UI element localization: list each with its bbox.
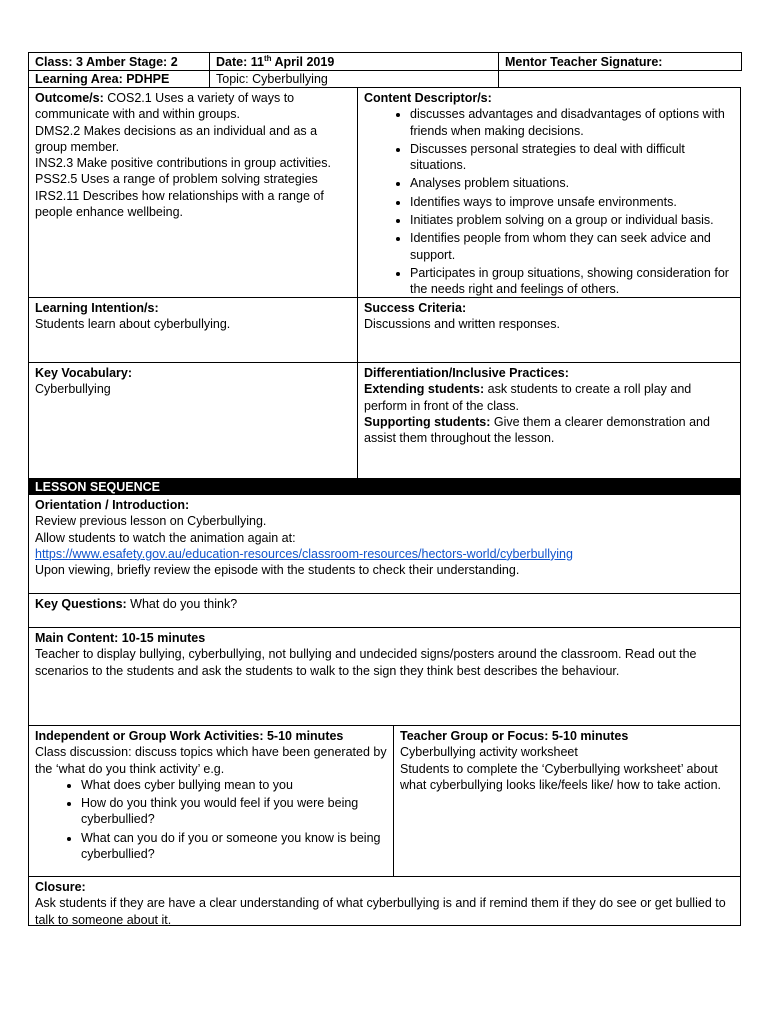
lesson-sequence-title: LESSON SEQUENCE xyxy=(35,480,161,494)
content-descriptor-item: • Identifies ways to improve unsafe environments. xyxy=(410,194,734,210)
teacher-group-line-1: Cyberbullying activity worksheet xyxy=(400,745,578,760)
esafety-link[interactable]: https://www.esafety.gov.au/education-resources/classroom-resources/hectors-world/cyberbullying xyxy=(35,546,573,561)
content-descriptors-list xyxy=(364,106,734,297)
orientation-line-1: Review previous lesson on Cyberbullying. xyxy=(35,514,267,529)
key-questions-label: Key Questions: xyxy=(35,597,127,611)
closure-cell xyxy=(28,876,741,926)
class-stage: Class: 3 Amber Stage: 2 xyxy=(35,55,178,69)
outcomes-label: Outcome/s: xyxy=(35,91,104,105)
content-descriptor-item: • Identifies people from whom they can seek advice and support. xyxy=(410,230,734,263)
independent-work-cell xyxy=(28,725,394,877)
learning-area: Learning Area: PDHPE xyxy=(35,72,170,86)
independent-work-text: Class discussion: discuss topics which have been generated by the ‘what do you think activity’ e.g. xyxy=(35,745,387,776)
discussion-question: • How do you think you would feel if you were being cyberbullied? xyxy=(81,795,387,828)
extending-students: Extending students: ask students to create a roll play and perform in front of the class. xyxy=(364,382,692,413)
outcome-line: PSS2.5 Uses a range of problem solving strategies xyxy=(35,172,318,187)
teacher-group-label: Teacher Group or Focus: 5-10 minutes xyxy=(400,729,629,743)
key-questions-text: What do you think? xyxy=(126,597,238,611)
success-criteria-text: Discussions and written responses. xyxy=(364,317,560,332)
mentor-signature-cell xyxy=(498,52,742,71)
closure-label: Closure: xyxy=(35,880,86,894)
supporting-students: Supporting students: Give them a clearer demonstration and assist them throughout the lesson. xyxy=(364,414,710,446)
discussion-question: • What does cyber bullying mean to you xyxy=(81,777,387,793)
content-descriptor-item: • discusses advantages and disadvantages of options with friends when making decisions. xyxy=(410,106,734,139)
content-descriptors-label: Content Descriptor/s: xyxy=(364,91,492,105)
closure-text: Ask students if they are have a clear understanding of what cyberbullying is and if remind them if they do see or get bullied to talk to someone about it. xyxy=(35,896,726,927)
key-questions-cell xyxy=(28,593,741,628)
discussion-question: • What can you do if you or someone you know is being cyberbullied? xyxy=(81,830,387,863)
outcome-line: IRS2.11 Describes how relationships with a range of people enhance wellbeing. xyxy=(35,188,324,220)
success-criteria-cell xyxy=(357,297,741,363)
main-content-text: Teacher to display bullying, cyberbullying, not bullying and undecided signs/posters around the classroom. Read out the scenarios to the students and ask the students to walk to the sign they think best describes the behaviour. xyxy=(35,647,697,678)
main-content-cell xyxy=(28,627,741,726)
date-sup: th xyxy=(263,53,272,63)
outcomes-cell xyxy=(28,87,358,298)
content-descriptor-item: • Discusses personal strategies to deal with difficult situations. xyxy=(410,141,734,174)
independent-work-label: Independent or Group Work Activities: 5-10 minutes xyxy=(35,729,344,743)
content-descriptor-item: • Initiates problem solving on a group or individual basis. xyxy=(410,212,734,228)
main-content-label: Main Content: 10-15 minutes xyxy=(35,631,206,645)
date-suffix: April 2019 xyxy=(271,55,335,69)
orientation-line-3: Upon viewing, briefly review the episode with the students to check their understanding. xyxy=(35,563,520,578)
teacher-group-cell xyxy=(393,725,741,877)
content-descriptors-cell xyxy=(357,87,741,298)
key-vocabulary-label: Key Vocabulary: xyxy=(35,366,133,380)
differentiation-cell xyxy=(357,362,741,479)
learning-intention-cell xyxy=(28,297,358,363)
content-descriptor-item: • Participates in group situations, showing consideration for the needs right and feelings of others. xyxy=(410,265,734,298)
outcomes-first: COS2.1 Uses a variety of ways to communicate with and within groups. xyxy=(35,91,295,122)
content-descriptor-item: • Analyses problem situations. xyxy=(410,175,734,191)
key-vocabulary-cell xyxy=(28,362,358,479)
lesson-sequence-header xyxy=(28,478,741,495)
learning-intention-label: Learning Intention/s: xyxy=(35,301,159,315)
learning-intention-text: Students learn about cyberbullying. xyxy=(35,317,231,332)
outcome-line: DMS2.2 Makes decisions as an individual and as a group member. xyxy=(35,123,318,154)
teacher-group-line-2: Students to complete the ‘Cyberbullying worksheet’ about what cyberbullying looks like/feels like/ how to take action. xyxy=(400,761,721,792)
independent-work-list xyxy=(35,777,387,862)
mentor-signature-label: Mentor Teacher Signature: xyxy=(505,55,663,69)
orientation-line-2: Allow students to watch the animation again at: xyxy=(35,530,296,545)
differentiation-label: Differentiation/Inclusive Practices: xyxy=(364,366,569,380)
date-cell xyxy=(209,52,499,71)
outcome-line: INS2.3 Make positive contributions in group activities. xyxy=(35,156,331,171)
learning-area-cell xyxy=(28,70,210,88)
date-prefix: Date: 11 xyxy=(216,55,264,69)
key-vocabulary-text: Cyberbullying xyxy=(35,382,111,397)
class-stage-cell xyxy=(28,52,210,71)
success-criteria-label: Success Criteria: xyxy=(364,301,467,315)
topic: Topic: Cyberbullying xyxy=(216,72,328,86)
orientation-cell xyxy=(28,494,741,594)
orientation-label: Orientation / Introduction: xyxy=(35,498,190,512)
topic-cell xyxy=(209,70,499,88)
